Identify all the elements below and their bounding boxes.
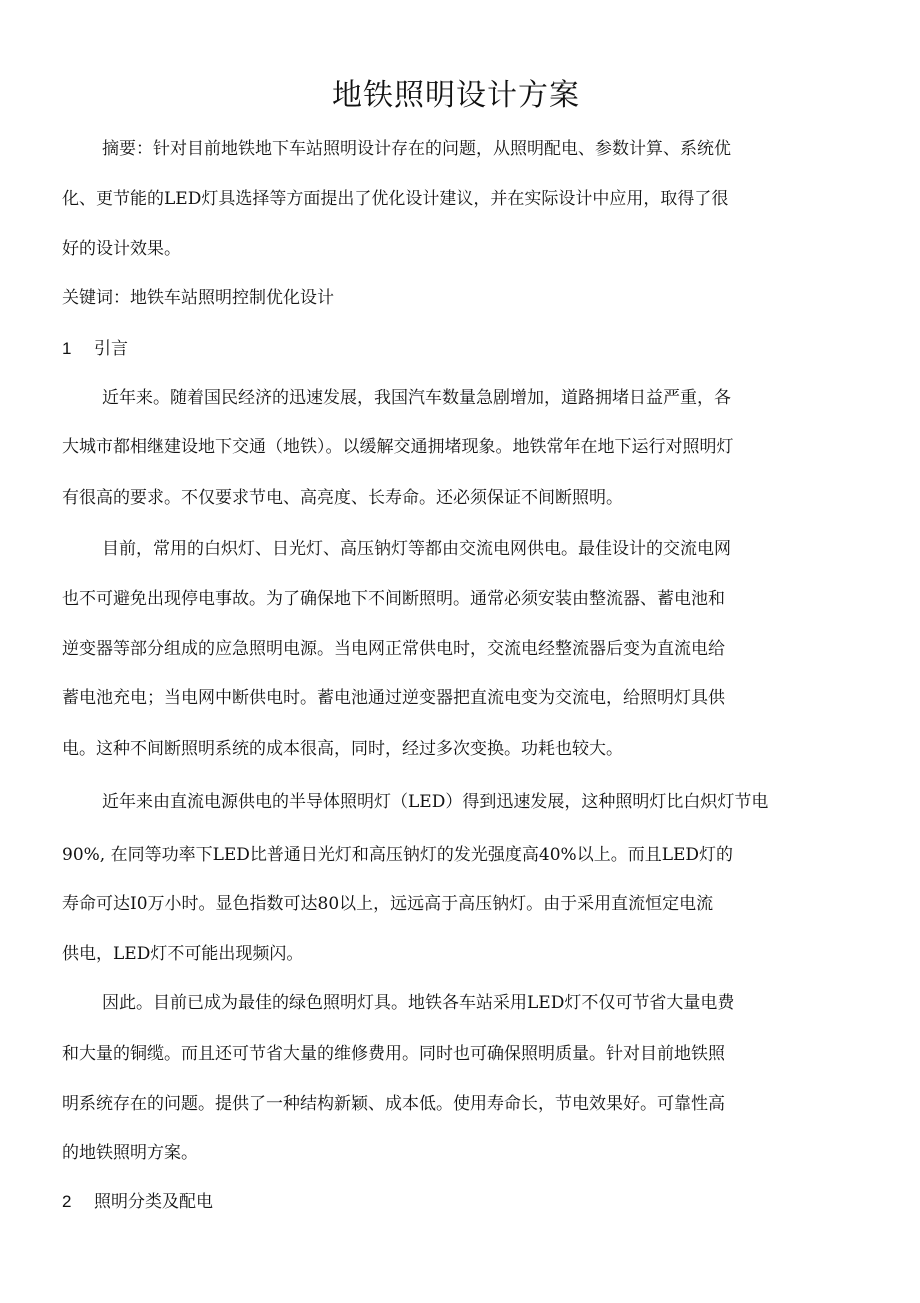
section-1-number: 1 <box>62 339 72 358</box>
paragraph-2-line-3: 逆变器等部分组成的应急照明电源。当电网正常供电时，交流电经整流器后变为直流电给 <box>62 639 725 659</box>
paragraph-2-line-4: 蓄电池充电；当电网中断供电时。蓄电池通过逆变器把直流电变为交流电，给照明灯具供 <box>62 688 725 708</box>
paragraph-2-line-1: 目前，常用的白炽灯、日光灯、高压钠灯等都由交流电网供电。最佳设计的交流电网 <box>102 539 731 559</box>
paragraph-1-line-3: 有很高的要求。不仅要求节电、高亮度、长寿命。还必须保证不间断照明。 <box>62 488 623 508</box>
document-title: 地铁照明设计方案 <box>332 78 580 113</box>
abstract-line-2: 化、更节能的LED灯具选择等方面提出了优化设计建议，并在实际设计中应用，取得了很 <box>62 189 729 209</box>
abstract-line-1: 摘要：针对目前地铁地下车站照明设计存在的问题，从照明配电、参数计算、系统优 <box>102 139 731 159</box>
paragraph-1-line-2: 大城市都相继建设地下交通（地铁）。以缓解交通拥堵现象。地铁常年在地下运行对照明灯 <box>62 437 734 457</box>
paragraph-3-line-1: 近年来由直流电源供电的半导体照明灯（LED）得到迅速发展，这种照明灯比白炽灯节电 <box>102 792 769 812</box>
keywords-line: 关键词：地铁车站照明控制优化设计 <box>62 288 334 308</box>
section-2-heading <box>62 1190 213 1214</box>
paragraph-4-line-3: 明系统存在的问题。提供了一种结构新颖、成本低。使用寿命长，节电效果好。可靠性高 <box>62 1094 725 1114</box>
paragraph-4-line-1: 因此。目前已成为最佳的绿色照明灯具。地铁各车站采用LED灯不仅可节省大量电费 <box>102 993 735 1013</box>
paragraph-2-line-5: 电。这种不间断照明系统的成本很高，同时，经过多次变换。功耗也较大。 <box>62 739 623 759</box>
section-2-number: 2 <box>62 1192 72 1211</box>
paragraph-4-line-4: 的地铁照明方案。 <box>62 1143 198 1163</box>
paragraph-3-line-2: 90%, 在同等功率下LED比普通日光灯和高压钠灯的发光强度高40%以上。而且LED灯的 <box>62 845 734 865</box>
section-1-title: 引言 <box>94 339 128 359</box>
paragraph-3-line-3: 寿命可达I0万小时。显色指数可达80以上，远远高于高压钠灯。由于采用直流恒定电流 <box>62 894 714 914</box>
paragraph-1-line-1: 近年来。随着国民经济的迅速发展，我国汽车数量急剧增加，道路拥堵日益严重，各 <box>102 388 731 408</box>
paragraph-4-line-2: 和大量的铜缆。而且还可节省大量的维修费用。同时也可确保照明质量。针对目前地铁照 <box>62 1044 725 1064</box>
section-2-title: 照明分类及配电 <box>94 1192 213 1212</box>
paragraph-3-line-4: 供电，LED灯不可能出现频闪。 <box>62 944 304 964</box>
paragraph-2-line-2: 也不可避免出现停电事故。为了确保地下不间断照明。通常必须安装由整流器、蓄电池和 <box>62 589 725 609</box>
section-1-heading <box>62 337 128 361</box>
abstract-line-3: 好的设计效果。 <box>62 239 181 259</box>
